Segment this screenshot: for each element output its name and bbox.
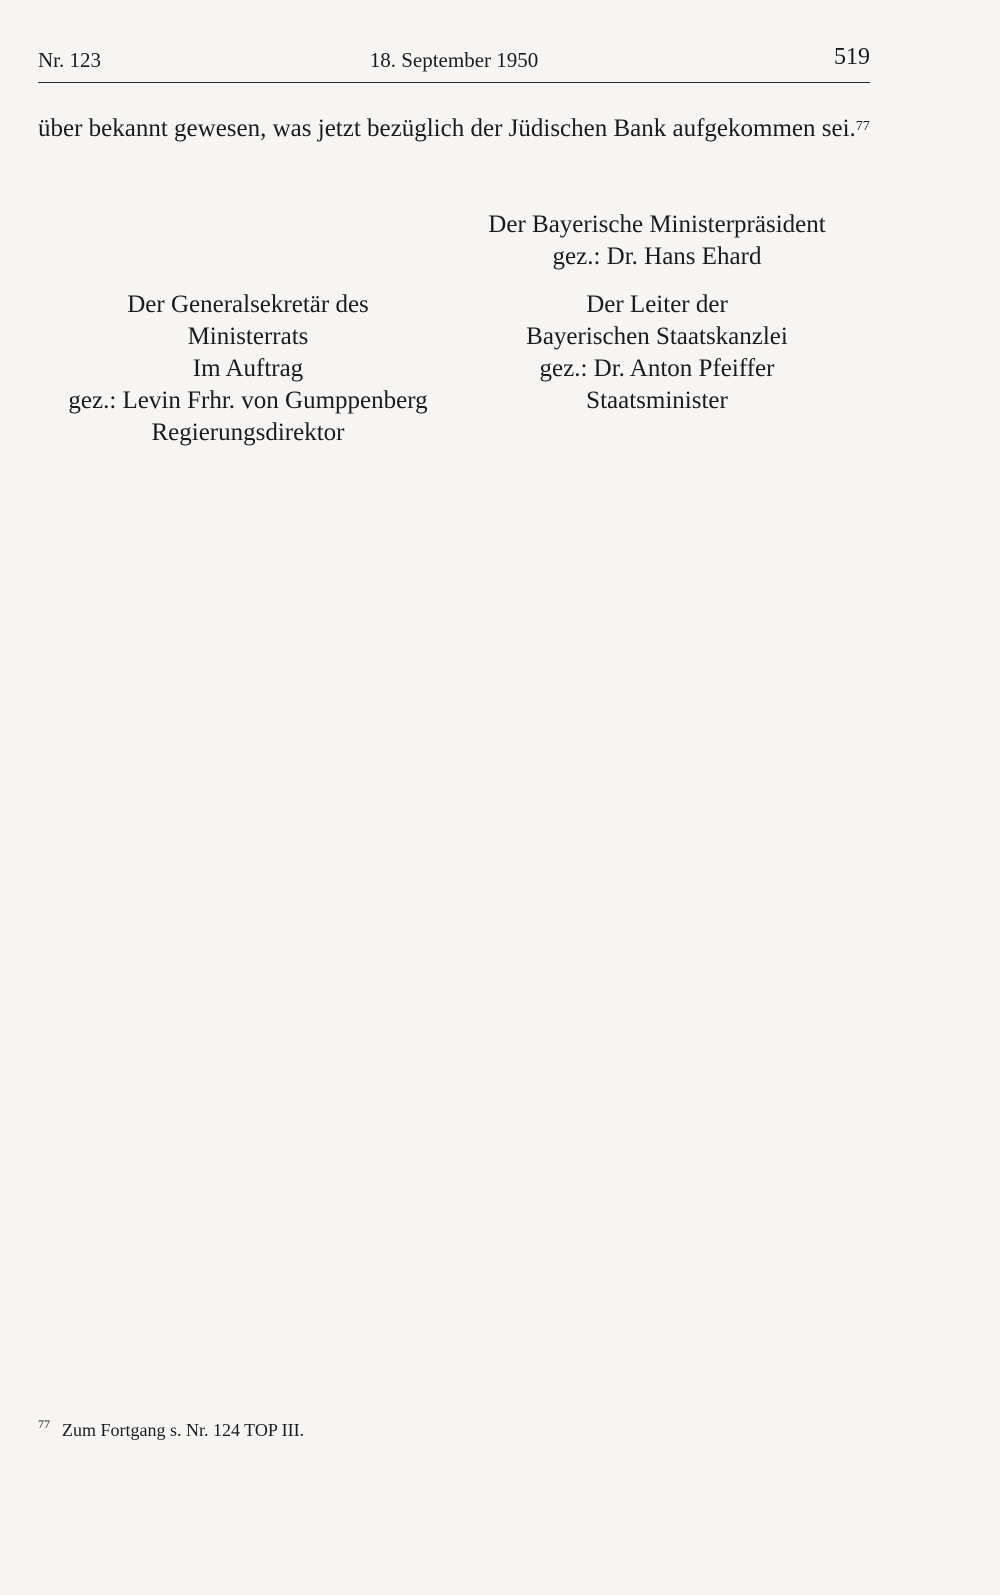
footnote <box>38 1417 305 1441</box>
footnote-mark: 77 <box>38 1417 50 1431</box>
signature-ministerpraesident <box>452 209 862 273</box>
signature-title-cont: Ministerrats <box>187 323 309 350</box>
signature-authority: Im Auftrag <box>192 355 304 382</box>
paragraph-text: über bekannt gewesen, was jetzt bezüglich der Jüdischen Bank aufgekommen sei. <box>38 115 856 142</box>
signature-title-cont: Bayerischen Staatskanzlei <box>526 323 788 350</box>
signature-rank: Staatsminister <box>586 387 728 414</box>
signature-name: gez.: Dr. Hans Ehard <box>552 243 762 270</box>
header-divider <box>38 82 870 83</box>
body-paragraph <box>38 111 870 146</box>
page-number: 519 <box>834 44 870 70</box>
footnote-reference: 77 <box>855 119 870 134</box>
signature-generalsekretaer <box>38 289 458 449</box>
document-number: Nr. 123 <box>38 48 101 72</box>
signature-leiter-staatskanzlei <box>472 289 842 417</box>
signature-name: gez.: Dr. Anton Pfeiffer <box>539 355 775 382</box>
page-header <box>38 44 870 80</box>
signature-title: Der Generalsekretär des <box>127 291 369 318</box>
footnote-text: Zum Fortgang s. Nr. 124 TOP III. <box>62 1420 305 1440</box>
signature-name: gez.: Levin Frhr. von Gumppenberg <box>68 387 428 414</box>
document-date: 18. September 1950 <box>369 48 539 72</box>
signature-title: Der Leiter der <box>586 291 728 318</box>
signature-title: Der Bayerische Ministerpräsident <box>488 211 826 238</box>
signature-rank: Regierungsdirektor <box>151 419 345 446</box>
